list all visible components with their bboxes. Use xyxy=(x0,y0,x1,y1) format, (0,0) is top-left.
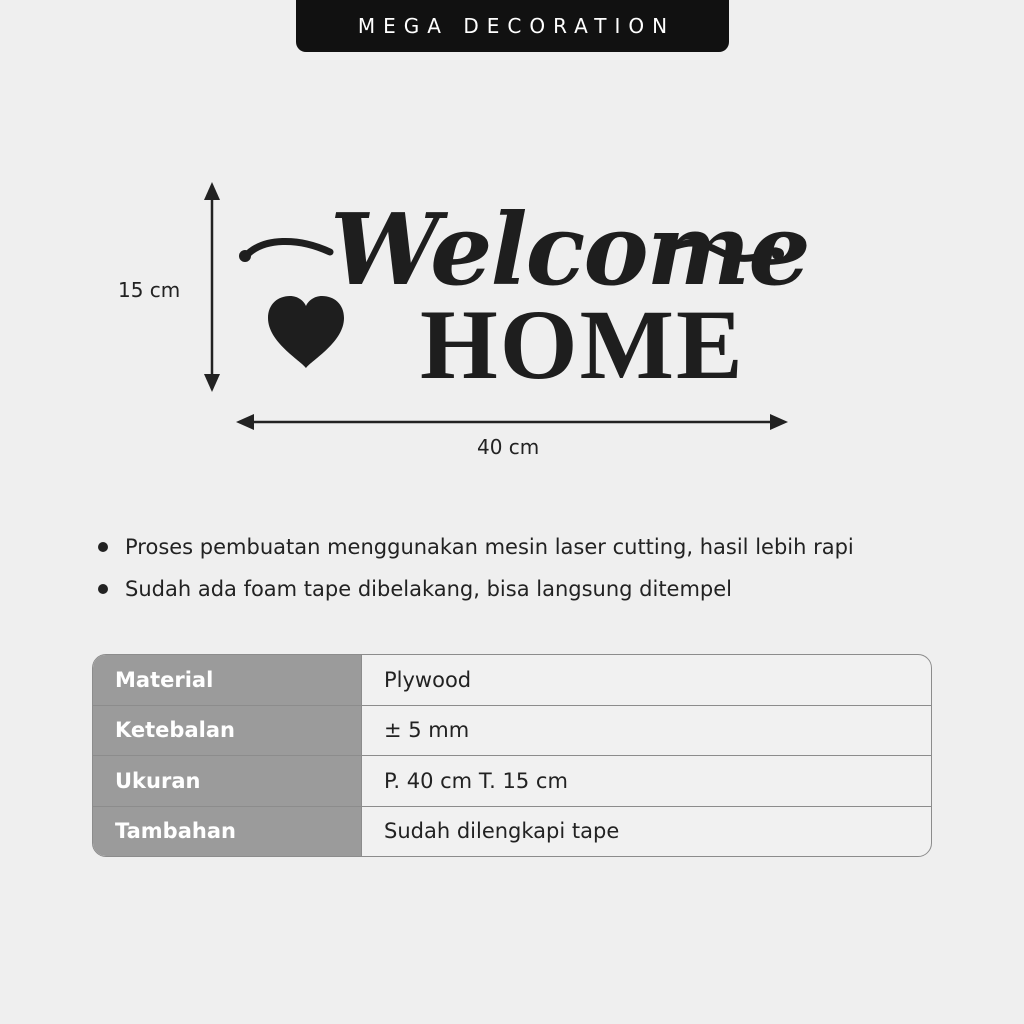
bullet-icon xyxy=(98,584,108,594)
spec-key: Ketebalan xyxy=(93,706,362,756)
spec-key: Ukuran xyxy=(93,756,362,806)
home-block-text: HOME xyxy=(420,289,745,400)
spec-key: Tambahan xyxy=(93,807,362,857)
feature-item xyxy=(98,568,854,610)
table-row xyxy=(93,655,931,705)
spec-value: P. 40 cm T. 15 cm xyxy=(384,768,568,793)
brand-header xyxy=(296,0,729,52)
brand-name: MEGA DECORATION xyxy=(357,14,676,38)
bullet-icon xyxy=(98,542,108,552)
spec-table xyxy=(92,654,932,857)
height-dimension-label: 15 cm xyxy=(118,278,181,302)
product-illustration xyxy=(195,160,815,440)
table-row xyxy=(93,705,931,756)
table-row xyxy=(93,806,931,857)
table-row xyxy=(93,755,931,806)
spec-value: Sudah dilengkapi tape xyxy=(384,819,620,844)
welcome-script-text: Welcome xyxy=(330,193,809,308)
feature-item xyxy=(98,526,854,568)
double-arrow-horizontal-icon xyxy=(236,414,788,430)
spec-value: Plywood xyxy=(384,667,472,692)
spec-value: ± 5 mm xyxy=(384,718,470,743)
spec-key: Material xyxy=(93,655,362,705)
double-arrow-vertical-icon xyxy=(204,182,220,392)
feature-text: Sudah ada foam tape dibelakang, bisa langsung ditempel xyxy=(125,577,733,601)
width-dimension-label: 40 cm xyxy=(477,435,540,459)
feature-text: Proses pembuatan menggunakan mesin laser cutting, hasil lebih rapi xyxy=(125,535,854,559)
feature-list xyxy=(98,526,854,610)
